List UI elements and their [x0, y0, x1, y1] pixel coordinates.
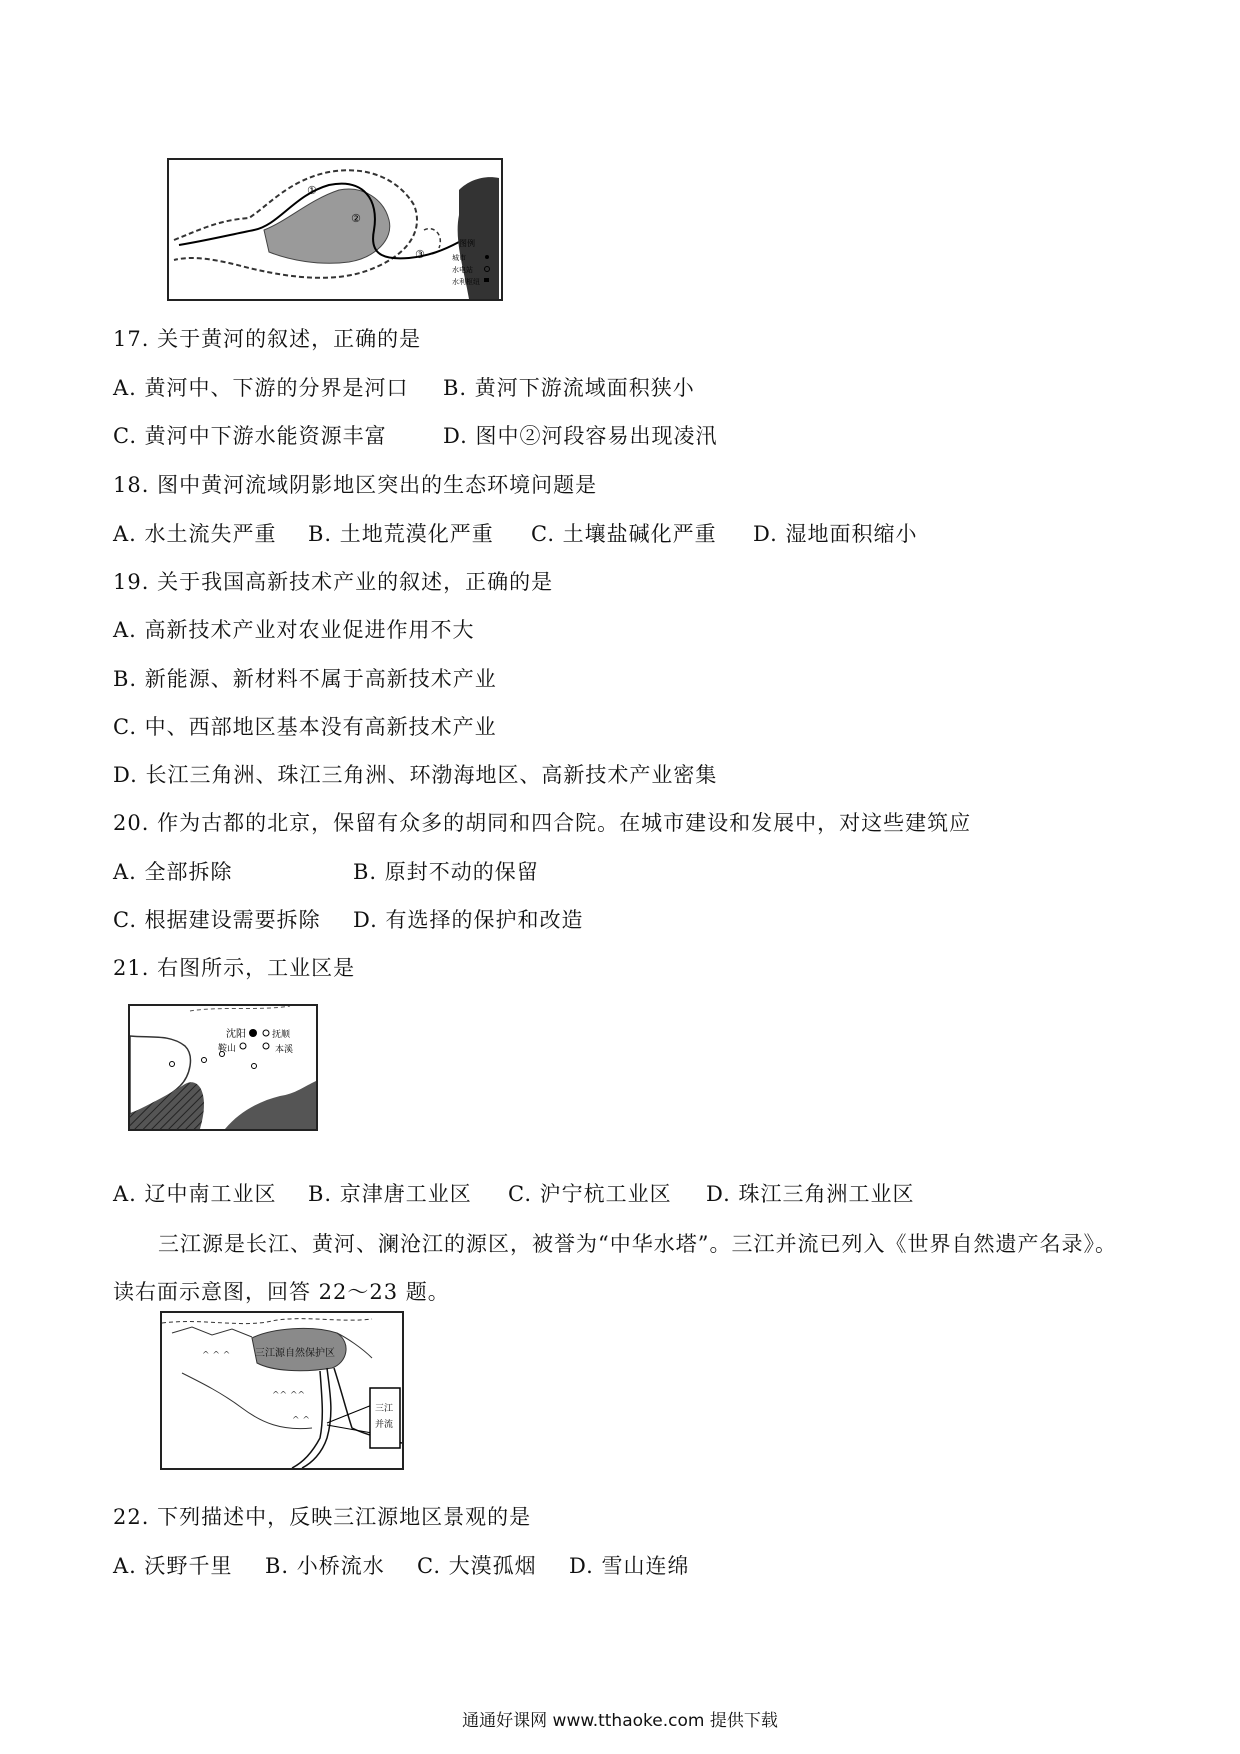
city-benxi: 本溪 — [275, 1045, 294, 1055]
q19-option-c: C. 中、西部地区基本没有高新技术产业 — [113, 715, 497, 739]
q17-option-d: D. 图中②河段容易出现凌汛 — [443, 424, 718, 448]
q17-option-b: B. 黄河下游流域面积狭小 — [443, 376, 695, 400]
q20-options-row2 — [113, 904, 583, 934]
three-rivers-map — [160, 1311, 404, 1470]
yellow-river-map-drawing — [169, 160, 501, 299]
marker-3: ③ — [415, 248, 425, 261]
box-label-line2: 并流 — [375, 1420, 394, 1430]
marker-2: ② — [351, 212, 361, 225]
q21-options — [113, 1178, 914, 1208]
city-dalian: 大连 — [216, 1111, 235, 1121]
q21-option-d: D. 珠江三角洲工业区 — [706, 1182, 915, 1206]
q18-stem: 18. 图中黄河流域阴影地区突出的生态环境问题是 — [113, 473, 598, 497]
city-anshan: 鞍山 — [218, 1044, 237, 1054]
q20-option-d: D. 有选择的保护和改造 — [353, 908, 584, 932]
svg-text:^ ^: ^ ^ — [292, 1416, 310, 1426]
svg-text:^ ^ ^: ^ ^ ^ — [202, 1351, 231, 1361]
q20-stem: 20. 作为古都的北京，保留有众多的胡同和四合院。在城市建设和发展中，对这些建筑应 — [113, 811, 972, 835]
q17-options-row2 — [113, 420, 717, 450]
footer-text: 通通好课网 www.tthaoke.com 提供下载 — [462, 1711, 778, 1731]
q21-stem: 21. 右图所示，工业区是 — [113, 956, 356, 980]
q20-option-a: A. 全部拆除 — [113, 860, 233, 884]
q18-options — [113, 518, 917, 548]
q19-option-d: D. 长江三角洲、珠江三角洲、环渤海地区、高新技术产业密集 — [113, 763, 718, 787]
q19-stem: 19. 关于我国高新技术产业的叙述，正确的是 — [113, 570, 554, 594]
legend-item-hub: 水利枢纽 — [452, 278, 480, 286]
yellow-river-map — [167, 158, 503, 301]
city-fushun: 抚顺 — [272, 1030, 291, 1040]
q20-option-b: B. 原封不动的保留 — [353, 860, 539, 884]
liaoning-map-drawing — [130, 1006, 316, 1129]
q22-stem: 22. 下列描述中，反映三江源地区景观的是 — [113, 1505, 532, 1529]
passage-line-1: 三江源是长江、黄河、澜沧江的源区，被誉为“中华水塔”。三江并流已列入《世界自然遗产名录》。 — [158, 1232, 1117, 1256]
q18-option-b: B. 土地荒漠化严重 — [308, 522, 494, 546]
q22-options — [113, 1550, 689, 1580]
q22-option-c: C. 大漠孤烟 — [417, 1554, 537, 1578]
q21-option-a: A. 辽中南工业区 — [113, 1182, 277, 1206]
q21-option-c: C. 沪宁杭工业区 — [508, 1182, 672, 1206]
region-label: 三江源自然保护区 — [255, 1348, 335, 1359]
q18-option-d: D. 湿地面积缩小 — [753, 522, 918, 546]
q19-option-a: A. 高新技术产业对农业促进作用不大 — [113, 618, 475, 642]
legend-item-hydropower: 水电站 — [452, 266, 473, 274]
three-rivers-map-drawing — [162, 1313, 402, 1468]
svg-text:^^ ^^: ^^ ^^ — [272, 1391, 306, 1401]
q17-stem: 17. 关于黄河的叙述，正确的是 — [113, 327, 422, 351]
q20-option-c: C. 根据建设需要拆除 — [113, 908, 321, 932]
box-label-line1: 三江 — [375, 1404, 394, 1414]
q17-option-c: C. 黄河中下游水能资源丰富 — [113, 424, 387, 448]
q22-option-d: D. 雪山连绵 — [569, 1554, 690, 1578]
q22-option-a: A. 沃野千里 — [113, 1554, 233, 1578]
city-shenyang: 沈阳 — [226, 1029, 246, 1040]
q18-option-a: A. 水土流失严重 — [113, 522, 277, 546]
q18-option-c: C. 土壤盐碱化严重 — [531, 522, 717, 546]
legend-title: 图例 — [459, 239, 475, 248]
marker-1: ① — [307, 184, 317, 197]
q22-option-b: B. 小桥流水 — [265, 1554, 385, 1578]
q21-option-b: B. 京津唐工业区 — [308, 1182, 472, 1206]
q20-options-row1 — [113, 856, 539, 886]
q17-option-a: A. 黄河中、下游的分界是河口 — [113, 376, 409, 400]
passage-line-2: 读右面示意图，回答 22～23 题。 — [113, 1280, 450, 1304]
liaoning-map — [128, 1004, 318, 1131]
q17-options-row1 — [113, 372, 695, 402]
legend-item-city: 城市 — [452, 254, 466, 262]
q19-option-b: B. 新能源、新材料不属于高新技术产业 — [113, 667, 497, 691]
